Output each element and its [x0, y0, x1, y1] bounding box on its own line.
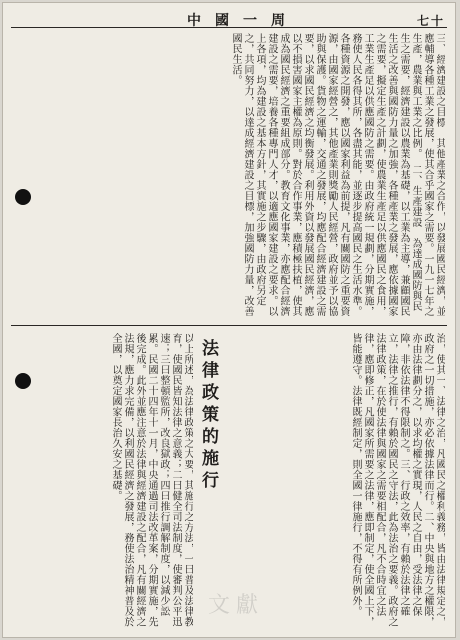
page-number: 七十 [416, 14, 445, 28]
lower-right-text: 治，使其一、法律之治，凡國民之權利義務，皆由法律規定之，政府之一切措施，亦必依據法律而行。二、中央與地方之權限，亦由法律劃分之，以求均權之實現，人民之自由，受法律之保障，非依法律不得限制之。三、行政之效率，有賴於法律之確立，法律之推行，有賴於國民之守法，此為法治之要義。政府之法律政策，在於使法律與國家之需要相配合，凡不合時宜之法律，應即修正，凡國家所需要之法律，應即制定，使全國上下，皆能遵守。法律既經制定，則全國一律施行，不得有所例外。 [350, 333, 445, 627]
watermark: 文獻 [208, 593, 265, 618]
upper-article-text: 三、經濟建設之目標 其他產業之合作，以發展國民經濟，並應輔導各種工業之發展，使其合乎國家之需要。一九一七年之生產，農業與工業之比例。 二、生產建設 為達成國防與民生之需要，經濟建設以農業為基礎，以工業為主導，兼顧國民生活之改善與國防力量之加強，各種產業之發展，應依據國家之需要，擬定生產之計劃，使農業生產足以供應國民之食用，工業生產足以供應國防之需要。由政府統一規劃，分期實施，務使人民各得其所，各盡其能，並逐步提高國民之生活水準。各種資源之開發，應以國家利益為前提，凡有關國防之重要資源，由國家經營之，其他產業則獎勵人民經營，政府並予以協助與保護。貨物之運輸，交通之發展，均應配合經濟建設之需要，以求國民經濟之均衡發展。利用外資以發展國民經濟，應以不損害國家主權為原則。對於合作事業，應積極扶植，使其成為國民經濟之重要組成部分。教育文化事業，亦應配合經濟建設之需要，培養各種專門人才，以適應國家建設之要求。以上各項，均為建設之基本方針，其實施之步驟，由政府另定之，共同努力，以達成經濟建設之目標，加強國防力量，改善國民生活。 [230, 33, 445, 317]
newspaper-page [2, 2, 456, 638]
lower-left-text: 以上所述，為法律政策之大要，其施行之方法，一曰普及法律教育，使國民皆知法律之意義；二曰健全司法制度，使審判公平迅速；三曰整頓監所，改良獄政；四曰推行調解制度，以減少訟累。民國二十四年十一月，中央通過司法改革案，分期實施，先後完成。此外並應注意於法律與經濟建設之配合，凡有關經濟之法規，應力求完備，以利國民經濟之發展，務使法治精神普及於全國，以奠定國家長治久安之基礎。 [110, 333, 193, 627]
page-header [11, 9, 447, 28]
binding-hole-icon [15, 373, 31, 389]
article-title: 法律政策的施行 [198, 339, 218, 493]
publication-title: 中國一周 [187, 13, 299, 29]
binding-hole-icon [15, 189, 31, 205]
section-divider [11, 325, 447, 326]
